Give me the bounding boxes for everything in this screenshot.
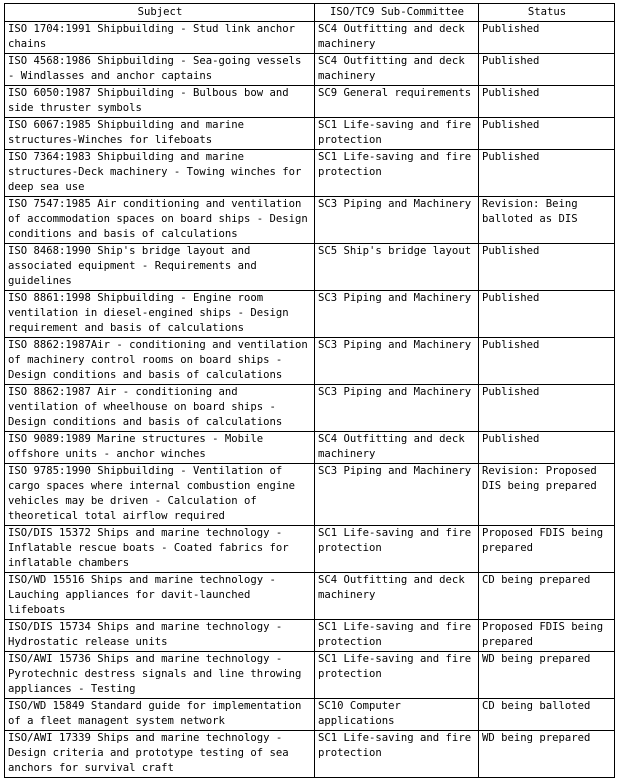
- table-row: [5, 118, 615, 150]
- committee-cell: SC1 Life-saving and fire protection: [315, 526, 479, 573]
- subject-cell: ISO 8862:1987Air - conditioning and ventilation of machinery control rooms on board ships - Design conditions and basis of calculations: [5, 338, 315, 385]
- committee-cell: SC3 Piping and Machinery: [315, 385, 479, 432]
- committee-cell: SC1 Life-saving and fire protection: [315, 731, 479, 778]
- table-row: [5, 244, 615, 291]
- committee-cell: SC10 Computer applications: [315, 699, 479, 731]
- table-row: [5, 464, 615, 526]
- status-cell: Published: [479, 22, 615, 54]
- committee-cell: SC3 Piping and Machinery: [315, 197, 479, 244]
- subject-cell: ISO/AWI 17339 Ships and marine technology - Design criteria and prototype testing of sea anchors for survival craft: [5, 731, 315, 778]
- status-cell: CD being balloted: [479, 699, 615, 731]
- status-cell: WD being prepared: [479, 731, 615, 778]
- committee-cell: SC3 Piping and Machinery: [315, 291, 479, 338]
- status-cell: Published: [479, 291, 615, 338]
- standards-table: [4, 3, 615, 778]
- table-row: [5, 338, 615, 385]
- committee-cell: SC1 Life-saving and fire protection: [315, 118, 479, 150]
- committee-cell: SC1 Life-saving and fire protection: [315, 150, 479, 197]
- status-cell: Published: [479, 432, 615, 464]
- committee-cell: SC4 Outfitting and deck machinery: [315, 22, 479, 54]
- committee-cell: SC9 General requirements: [315, 86, 479, 118]
- header-committee: ISO/TC9 Sub-Committee: [315, 4, 479, 22]
- subject-cell: ISO 7364:1983 Shipbuilding and marine structures-Deck machinery - Towing winches for deep sea use: [5, 150, 315, 197]
- subject-cell: ISO/DIS 15734 Ships and marine technology - Hydrostatic release units: [5, 620, 315, 652]
- status-cell: Proposed FDIS being prepared: [479, 526, 615, 573]
- header-row: [5, 4, 615, 22]
- committee-cell: SC3 Piping and Machinery: [315, 464, 479, 526]
- subject-cell: ISO 4568:1986 Shipbuilding - Sea-going vessels - Windlasses and anchor captains: [5, 54, 315, 86]
- subject-cell: ISO 8862:1987 Air - conditioning and ventilation of wheelhouse on board ships - Design conditions and basis of calculations: [5, 385, 315, 432]
- subject-cell: ISO/WD 15516 Ships and marine technology - Lauching appliances for davit-launched lifeboats: [5, 573, 315, 620]
- status-cell: Published: [479, 86, 615, 118]
- committee-cell: SC4 Outfitting and deck machinery: [315, 54, 479, 86]
- status-cell: Published: [479, 54, 615, 86]
- table-row: [5, 699, 615, 731]
- table-row: [5, 54, 615, 86]
- committee-cell: SC1 Life-saving and fire protection: [315, 652, 479, 699]
- committee-cell: SC3 Piping and Machinery: [315, 338, 479, 385]
- subject-cell: ISO/AWI 15736 Ships and marine technology - Pyrotechnic destress signals and line throwing appliances - Testing: [5, 652, 315, 699]
- committee-cell: SC5 Ship's bridge layout: [315, 244, 479, 291]
- committee-cell: SC1 Life-saving and fire protection: [315, 620, 479, 652]
- header-subject: Subject: [5, 4, 315, 22]
- committee-cell: SC4 Outfitting and deck machinery: [315, 432, 479, 464]
- subject-cell: ISO 9785:1990 Shipbuilding - Ventilation of cargo spaces where internal combustion engine vehicles may be driven - Calculation of theoretical total airflow required: [5, 464, 315, 526]
- subject-cell: ISO 9089:1989 Marine structures - Mobile offshore units - anchor winches: [5, 432, 315, 464]
- status-cell: Revision: Being balloted as DIS: [479, 197, 615, 244]
- subject-cell: ISO 7547:1985 Air conditioning and ventilation of accommodation spaces on board ships - Design conditions and basis of calculations: [5, 197, 315, 244]
- table-row: [5, 22, 615, 54]
- committee-cell: SC4 Outfitting and deck machinery: [315, 573, 479, 620]
- table-row: [5, 432, 615, 464]
- status-cell: Proposed FDIS being prepared: [479, 620, 615, 652]
- status-cell: Published: [479, 385, 615, 432]
- status-cell: Published: [479, 338, 615, 385]
- subject-cell: ISO 6050:1987 Shipbuilding - Bulbous bow and side thruster symbols: [5, 86, 315, 118]
- table-row: [5, 573, 615, 620]
- subject-cell: ISO 8468:1990 Ship's bridge layout and associated equipment - Requirements and guidelines: [5, 244, 315, 291]
- status-cell: Published: [479, 244, 615, 291]
- subject-cell: ISO 1704:1991 Shipbuilding - Stud link anchor chains: [5, 22, 315, 54]
- table-row: [5, 197, 615, 244]
- subject-cell: ISO 8861:1998 Shipbuilding - Engine room ventilation in diesel-engined ships - Design requirement and basis of calculations: [5, 291, 315, 338]
- status-cell: Revision: Proposed DIS being prepared: [479, 464, 615, 526]
- status-cell: Published: [479, 150, 615, 197]
- table-row: [5, 150, 615, 197]
- header-status: Status: [479, 4, 615, 22]
- table-row: [5, 291, 615, 338]
- table-row: [5, 620, 615, 652]
- status-cell: CD being prepared: [479, 573, 615, 620]
- subject-cell: ISO/WD 15849 Standard guide for implementation of a fleet managent system network: [5, 699, 315, 731]
- subject-cell: ISO/DIS 15372 Ships and marine technology - Inflatable rescue boats - Coated fabrics for inflatable chambers: [5, 526, 315, 573]
- table-row: [5, 385, 615, 432]
- status-cell: Published: [479, 118, 615, 150]
- table-row: [5, 652, 615, 699]
- table-row: [5, 731, 615, 778]
- table-row: [5, 526, 615, 573]
- status-cell: WD being prepared: [479, 652, 615, 699]
- table-row: [5, 86, 615, 118]
- subject-cell: ISO 6067:1985 Shipbuilding and marine structures-Winches for lifeboats: [5, 118, 315, 150]
